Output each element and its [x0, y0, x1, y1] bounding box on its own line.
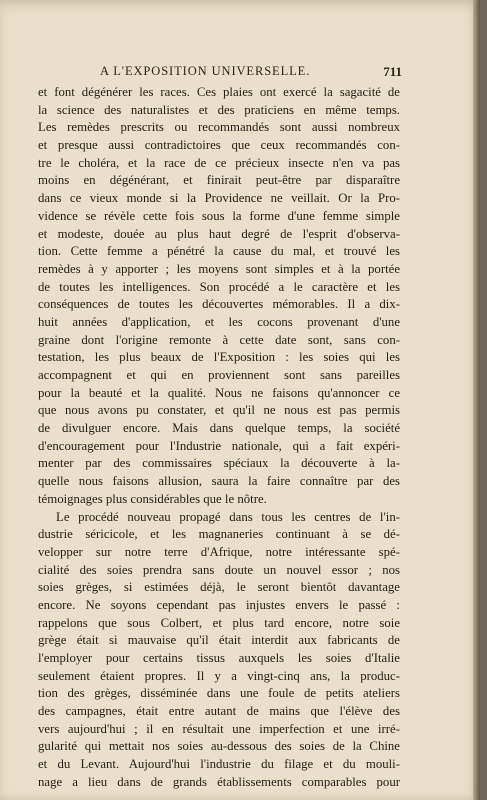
text-line: nage a lieu dans de grands établissements comparables pour	[38, 774, 400, 789]
text-line: pour la beauté et la qualité. Nous ne faisons qu'annoncer ce	[38, 385, 400, 400]
text-line: dustrie séricicole, et les magnaneries continuant à se dé-	[38, 527, 400, 542]
text-line: d'encouragement pour l'Industrie nationale, qui a fait expéri-	[38, 438, 400, 453]
text-line: gularité qui mettait nos soies au-dessous des soies de la Chine	[38, 739, 400, 754]
text-line: Les remèdes prescrits ou recommandés sont aussi nombreux	[38, 120, 400, 135]
running-header	[40, 64, 402, 80]
text-line: et font dégénérer les races. Ces plaies ont exercé la sagacité de	[38, 85, 400, 99]
text-line: vidence se révèle cette fois sous la forme d'une femme simple	[38, 208, 400, 223]
running-title: A L'EXPOSITION UNIVERSELLE.	[100, 64, 311, 78]
text-line: graine dont l'origine remonte à cette date sont, sans con-	[38, 332, 400, 347]
text-line: seulement étaient propres. Il y a vingt-cinq ans, la produc-	[38, 668, 400, 683]
text-line: tre le choléra, et la race de ce précieux insecte n'en va pas	[38, 155, 400, 170]
text-line-last: témoignages plus considérables que le nôtre.	[38, 491, 267, 506]
text-line: conséquences de toutes les découvertes mémorables. Il a dix-	[38, 297, 400, 312]
text-line: moins en dégénérant, et finirait peut-être par disparaître	[38, 173, 400, 188]
page-edge	[473, 0, 480, 800]
text-line: huit années d'application, et les cocons provenant d'une	[38, 314, 400, 329]
text-line: de toutes les intelligences. Son procédé a le caractère et les	[38, 279, 400, 294]
text-line: quelle nous faisons allusion, saura la faire connaître par des	[38, 474, 400, 489]
text-line: tion. Cette femme a pénétré la cause du mal, et trouvé les	[38, 244, 400, 259]
text-line: et modeste, douée au plus haut degré de l'esprit d'observa-	[38, 226, 400, 241]
text-line: soies grèges, si estimées déjà, le seront bientôt davantage	[38, 580, 400, 595]
text-line: tion des grèges, disséminée dans une foule de petits ateliers	[38, 686, 400, 701]
text-line: velopper sur notre terre d'Afrique, notre intéressante spé-	[38, 544, 400, 559]
page-number: 711	[383, 64, 402, 79]
text-line: encore. Ne soyons cependant pas injustes envers le passé :	[38, 597, 400, 612]
text-line: l'employer pour certains tissus auxquels les soies d'Italie	[38, 651, 400, 665]
text-line: testation, les plus beaux de l'Exposition : les soies qui les	[38, 350, 400, 365]
text-line: dans ce vieux monde si la Providence ne veillait. Or la Pro-	[38, 191, 400, 206]
text-line: accompagnent et qui en proviennent sont sans pareilles	[38, 368, 400, 382]
text-line: rappelons que sous Colbert, et plus tard encore, notre soie	[38, 615, 400, 630]
text-line: menter par des commissaires spéciaux la découverte à la-	[38, 456, 400, 471]
text-line: vers aujourd'hui ; il en résultait une imperfection et une irré-	[38, 721, 400, 736]
text-line: et presque aussi contradictoires que ceux recommandés con-	[38, 138, 400, 153]
text-line: et du Levant. Aujourd'hui l'industrie du filage et du mouli-	[38, 757, 400, 772]
text-line: cialité des soies prendra sans doute un nouvel essor ; nos	[38, 562, 400, 577]
text-line: remèdes à y apporter ; les moyens sont simples et à la portée	[38, 261, 400, 276]
text-line: que nous avons pu constater, et qu'il ne nous est pas permis	[38, 403, 400, 418]
text-line: de divulguer encore. Mais dans quelque temps, la société	[38, 421, 400, 436]
text-line: grège était si mauvaise qu'il était interdit aux fabricants de	[38, 633, 400, 648]
text-line: des campagnes, était entre autant de mains que l'élève des	[38, 704, 400, 719]
text-line: la science des naturalistes et des praticiens en même temps.	[38, 102, 400, 117]
paragraph-start-line: Le procédé nouveau propagé dans tous les centres de l'in-	[56, 509, 400, 524]
body-text	[38, 84, 400, 792]
